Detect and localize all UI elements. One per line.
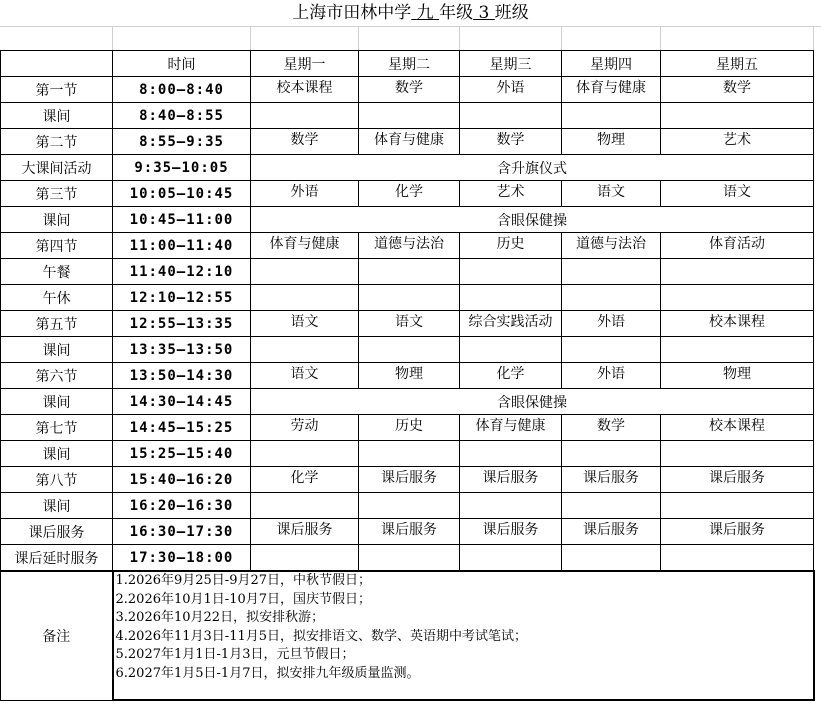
note-line: 1.2026年9月25日-9月27日，中秋节假日； [115, 573, 372, 588]
period-cell: 大课间活动 [1, 155, 113, 181]
subject-cell [460, 337, 562, 363]
table-row [1, 103, 814, 129]
notes-body [113, 571, 814, 700]
class-label: 班级 [494, 3, 529, 23]
subject-cell: 数学 [661, 77, 814, 103]
period-cell: 课间 [1, 441, 113, 467]
time-cell: 15:25—15:40 [113, 441, 251, 467]
subject-cell: 语文 [251, 363, 359, 389]
note-line: 6.2027年1月5日-1月7日，拟安排九年级质量监测。 [115, 665, 420, 681]
subject-cell [251, 103, 359, 129]
subject-cell: 体育与健康 [460, 415, 562, 441]
subject-cell [359, 545, 460, 571]
subject-cell [562, 259, 661, 285]
table-row [1, 285, 814, 311]
subject-cell [460, 103, 562, 129]
subject-cell [661, 441, 814, 467]
column-header: 星期三 [460, 51, 562, 77]
subject-cell [562, 493, 661, 519]
table-row [1, 259, 814, 285]
period-cell: 午餐 [1, 259, 113, 285]
subject-cell [661, 103, 814, 129]
subject-cell: 校本课程 [251, 77, 359, 103]
subject-cell: 化学 [359, 181, 460, 207]
subject-cell: 道德与法治 [562, 233, 661, 259]
subject-cell [460, 545, 562, 571]
subject-cell: 数学 [359, 77, 460, 103]
merged-activity-cell: 含升旗仪式 [251, 155, 814, 181]
subject-cell: 体育活动 [661, 233, 814, 259]
subject-cell: 体育与健康 [359, 129, 460, 155]
time-cell: 16:20—16:30 [113, 493, 251, 519]
subject-cell: 语文 [359, 311, 460, 337]
time-cell: 14:45—15:25 [113, 415, 251, 441]
subject-cell [359, 259, 460, 285]
subject-cell [251, 441, 359, 467]
period-cell: 第三节 [1, 181, 113, 207]
header-row [1, 51, 814, 77]
period-cell: 第二节 [1, 129, 113, 155]
column-header: 星期五 [661, 51, 814, 77]
subject-cell [359, 493, 460, 519]
period-cell: 第五节 [1, 311, 113, 337]
gridline [561, 26, 562, 50]
gridline [459, 26, 460, 50]
time-cell: 8:55—9:35 [113, 129, 251, 155]
grade-label: 年级 [439, 3, 474, 23]
subject-cell [562, 103, 661, 129]
period-cell: 课后延时服务 [1, 545, 113, 571]
subject-cell: 综合实践活动 [460, 311, 562, 337]
table-row [1, 441, 814, 467]
period-cell: 第六节 [1, 363, 113, 389]
table-row [1, 155, 814, 181]
table-row [1, 181, 814, 207]
class-value: 3 [478, 3, 490, 23]
subject-cell: 数学 [251, 129, 359, 155]
subject-cell [460, 259, 562, 285]
subject-cell: 历史 [460, 233, 562, 259]
period-cell: 课间 [1, 207, 113, 233]
subject-cell: 课后服务 [562, 467, 661, 493]
subject-cell: 课后服务 [460, 519, 562, 545]
subject-cell [661, 259, 814, 285]
gridline [660, 26, 661, 50]
subject-cell: 体育与健康 [562, 77, 661, 103]
table-row [1, 77, 814, 103]
subject-cell: 化学 [460, 363, 562, 389]
subject-cell: 外语 [562, 311, 661, 337]
subject-cell: 校本课程 [661, 311, 814, 337]
period-cell: 第七节 [1, 415, 113, 441]
table-row [1, 337, 814, 363]
time-cell: 17:30—18:00 [113, 545, 251, 571]
note-line: 5.2027年1月1日-1月3日，元旦节假日； [115, 647, 355, 662]
table-row [1, 207, 814, 233]
subject-cell: 课后服务 [359, 519, 460, 545]
column-header: 星期一 [251, 51, 359, 77]
subject-cell: 外语 [251, 181, 359, 207]
gridline [813, 26, 814, 50]
time-cell: 10:05—10:45 [113, 181, 251, 207]
time-cell: 15:40—16:20 [113, 467, 251, 493]
table-row [1, 363, 814, 389]
subject-cell: 校本课程 [661, 415, 814, 441]
subject-cell [359, 103, 460, 129]
subject-cell: 语文 [661, 181, 814, 207]
table-row [1, 545, 814, 571]
subject-cell [359, 337, 460, 363]
subject-cell [251, 493, 359, 519]
subject-cell: 课后服务 [661, 519, 814, 545]
subject-cell [460, 285, 562, 311]
table-row [1, 129, 814, 155]
time-cell: 8:40—8:55 [113, 103, 251, 129]
column-header: 星期四 [562, 51, 661, 77]
subject-cell [359, 285, 460, 311]
subject-cell: 化学 [251, 467, 359, 493]
subject-cell: 体育与健康 [251, 233, 359, 259]
table-row [1, 311, 814, 337]
time-cell: 12:10—12:55 [113, 285, 251, 311]
subject-cell: 课后服务 [460, 467, 562, 493]
note-line: 2.2026年10月1日-10月7日，国庆节假日； [115, 591, 372, 607]
subject-cell [460, 493, 562, 519]
spacer-row [0, 26, 821, 50]
period-cell: 课间 [1, 103, 113, 129]
period-cell: 课后服务 [1, 519, 113, 545]
notes-section [0, 570, 815, 701]
subject-cell [251, 259, 359, 285]
subject-cell: 外语 [562, 363, 661, 389]
gridline [358, 26, 359, 50]
note-line: 4.2026年11月3日-11月5日，拟安排语文、数学、英语期中考试笔试； [115, 628, 528, 644]
subject-cell: 劳动 [251, 415, 359, 441]
subject-cell: 物理 [359, 363, 460, 389]
grade-value: 九 [416, 3, 434, 23]
subject-cell: 课后服务 [661, 467, 814, 493]
time-cell: 9:35—10:05 [113, 155, 251, 181]
time-cell: 13:35—13:50 [113, 337, 251, 363]
merged-activity-cell: 含眼保健操 [251, 389, 814, 415]
table-row [1, 389, 814, 415]
subject-cell: 外语 [460, 77, 562, 103]
gridline [250, 26, 251, 50]
subject-cell [562, 285, 661, 311]
note-line: 3.2026年10月22日，拟安排秋游； [115, 610, 325, 625]
timetable [0, 50, 814, 571]
subject-cell: 课后服务 [359, 467, 460, 493]
subject-cell [562, 545, 661, 571]
gridline [0, 26, 821, 27]
subject-cell [661, 337, 814, 363]
time-cell: 11:40—12:10 [113, 259, 251, 285]
gridline [112, 26, 113, 50]
time-cell: 13:50—14:30 [113, 363, 251, 389]
subject-cell: 语文 [562, 181, 661, 207]
period-cell: 午休 [1, 285, 113, 311]
subject-cell: 艺术 [661, 129, 814, 155]
table-row [1, 519, 814, 545]
subject-cell: 物理 [562, 129, 661, 155]
period-cell: 课间 [1, 493, 113, 519]
time-cell: 14:30—14:45 [113, 389, 251, 415]
period-cell: 课间 [1, 337, 113, 363]
subject-cell: 课后服务 [562, 519, 661, 545]
period-cell: 第一节 [1, 77, 113, 103]
column-header: 星期二 [359, 51, 460, 77]
time-cell: 10:45—11:00 [113, 207, 251, 233]
column-header [1, 51, 113, 77]
period-cell: 第八节 [1, 467, 113, 493]
subject-cell [359, 441, 460, 467]
subject-cell: 数学 [460, 129, 562, 155]
subject-cell: 历史 [359, 415, 460, 441]
time-cell: 8:00—8:40 [113, 77, 251, 103]
subject-cell [460, 441, 562, 467]
subject-cell [562, 337, 661, 363]
subject-cell: 数学 [562, 415, 661, 441]
table-row [1, 233, 814, 259]
period-cell: 第四节 [1, 233, 113, 259]
table-row [1, 467, 814, 493]
merged-activity-cell: 含眼保健操 [251, 207, 814, 233]
subject-cell: 语文 [251, 311, 359, 337]
subject-cell: 物理 [661, 363, 814, 389]
subject-cell [251, 285, 359, 311]
time-cell: 12:55—13:35 [113, 311, 251, 337]
time-cell: 16:30—17:30 [113, 519, 251, 545]
subject-cell [661, 545, 814, 571]
school-name: 上海市田林中学 [292, 3, 412, 23]
time-cell: 11:00—11:40 [113, 233, 251, 259]
table-row [1, 415, 814, 441]
subject-cell: 课后服务 [251, 519, 359, 545]
subject-cell [251, 337, 359, 363]
column-header: 时间 [113, 51, 251, 77]
page-title [0, 0, 821, 26]
subject-cell: 道德与法治 [359, 233, 460, 259]
subject-cell [562, 441, 661, 467]
subject-cell [251, 545, 359, 571]
period-cell: 课间 [1, 389, 113, 415]
subject-cell: 艺术 [460, 181, 562, 207]
subject-cell [661, 493, 814, 519]
table-row [1, 493, 814, 519]
notes-label: 备注 [1, 571, 113, 700]
subject-cell [661, 285, 814, 311]
